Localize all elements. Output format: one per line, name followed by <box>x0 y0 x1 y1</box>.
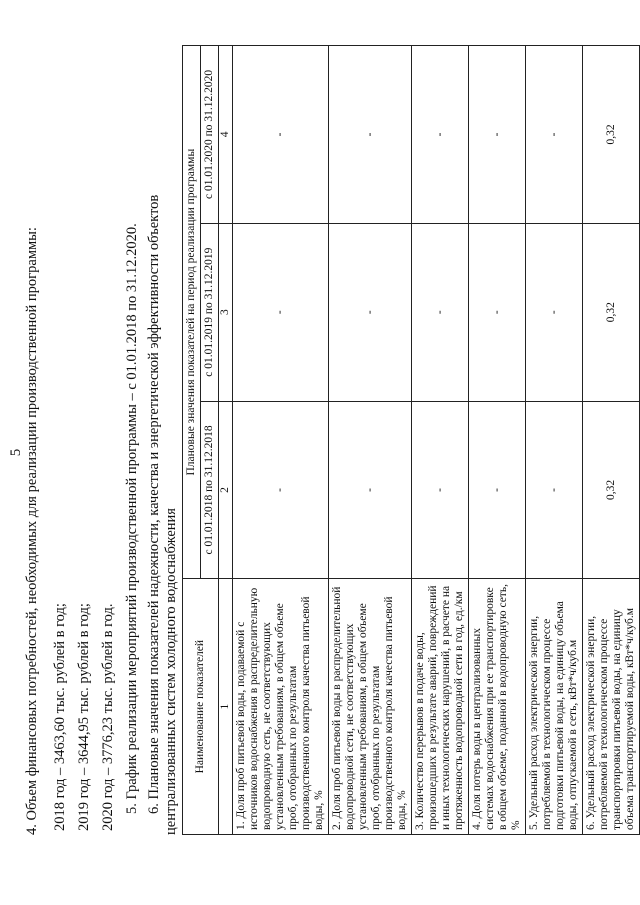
page-number: 5 <box>8 448 24 457</box>
value-2020: - <box>469 46 526 224</box>
value-2018: - <box>469 401 526 579</box>
indicator-name: 1. Доля проб питьевой воды, подаваемой с источников водоснабжения в распределительную водопроводную сеть, не соответствующих установленным требованиям, в общем объеме проб, отобранных по результатам производственного контроля качества питьевой воды, % <box>233 579 329 835</box>
value-2019: - <box>233 223 329 401</box>
header-indicator-name: Наименование показателей <box>183 579 219 835</box>
value-2020: 0,32 <box>583 46 640 224</box>
column-number-row <box>219 46 233 835</box>
year-2020-amount: 2020 год – 3776,23 тыс. рублей в год. <box>100 603 116 831</box>
table-row <box>469 46 526 835</box>
value-2020: - <box>233 46 329 224</box>
section-6-first-line: 6. Плановые значения показателей надежности, качества и энергетической эффективности объектов <box>146 194 162 814</box>
indicator-name: 3. Количество перерывов в подаче воды, произошедших в результате аварий, повреждений и иных технологических нарушений, в расчете на протяженность водопроводной сети в год, ед./км <box>412 579 469 835</box>
value-2018: - <box>412 401 469 579</box>
table-row <box>233 46 329 835</box>
indicators-table <box>182 45 640 835</box>
col-number: 2 <box>219 401 233 579</box>
table-row <box>526 46 583 835</box>
table-row <box>583 46 640 835</box>
section-6-continuation: централизованных систем холодного водоснабжения <box>163 508 179 835</box>
period-2018: с 01.01.2018 по 31.12.2018 <box>201 401 219 579</box>
value-2019: 0,32 <box>583 223 640 401</box>
value-2019: - <box>412 223 469 401</box>
section-4-heading: 4. Объем финансовых потребностей, необходимых для реализации производственной программы: <box>24 227 40 835</box>
indicator-name: 4. Доля потерь воды в централизованных системах водоснабжения при ее транспортировке в общем объеме, поданной в водопроводную сеть, % <box>469 579 526 835</box>
indicator-name: 2. Доля проб питьевой воды в распределительной водопроводной сети, не соответствующих установленным требованиям, в общем объеме проб, отобранных по результатам производственного контроля качества питьевой воды, % <box>329 579 412 835</box>
value-2019: - <box>469 223 526 401</box>
col-number: 1 <box>219 579 233 835</box>
value-2020: - <box>412 46 469 224</box>
col-number: 3 <box>219 223 233 401</box>
table-row <box>412 46 469 835</box>
col-number: 4 <box>219 46 233 224</box>
year-2019-amount: 2019 год – 3644,95 тыс. рублей в год; <box>76 603 92 831</box>
period-2020: с 01.01.2020 по 31.12.2020 <box>201 46 219 224</box>
section-6-heading <box>146 54 180 835</box>
value-2018: - <box>526 401 583 579</box>
value-2018: - <box>233 401 329 579</box>
year-2018-amount: 2018 год – 3463,60 тыс. рублей в год; <box>52 603 68 831</box>
value-2020: - <box>329 46 412 224</box>
header-plan-values: Плановые значения показателей на период реализации программы <box>183 46 201 579</box>
value-2019: - <box>329 223 412 401</box>
table-header-row <box>183 46 201 835</box>
value-2020: - <box>526 46 583 224</box>
value-2018: - <box>329 401 412 579</box>
section-5-schedule: 5. График реализации мероприятий производственной программы – с 01.01.2018 по 31.12.2020. <box>124 223 140 814</box>
value-2019: - <box>526 223 583 401</box>
value-2018: 0,32 <box>583 401 640 579</box>
table-row <box>329 46 412 835</box>
indicator-name: 6. Удельный расход электрической энергии, потребляемой в технологическом процессе транспортировки питьевой воды, на единицу объема транспортируемой воды, кВт*ч/куб.м <box>583 579 640 835</box>
indicator-name: 5. Удельный расход электрической энергии, потребляемой в технологическом процессе подготовки питьевой воды, на единицу объема воды, отпускаемой в сеть, кВт*ч/куб.м <box>526 579 583 835</box>
period-2019: с 01.01.2019 по 31.12.2019 <box>201 223 219 401</box>
